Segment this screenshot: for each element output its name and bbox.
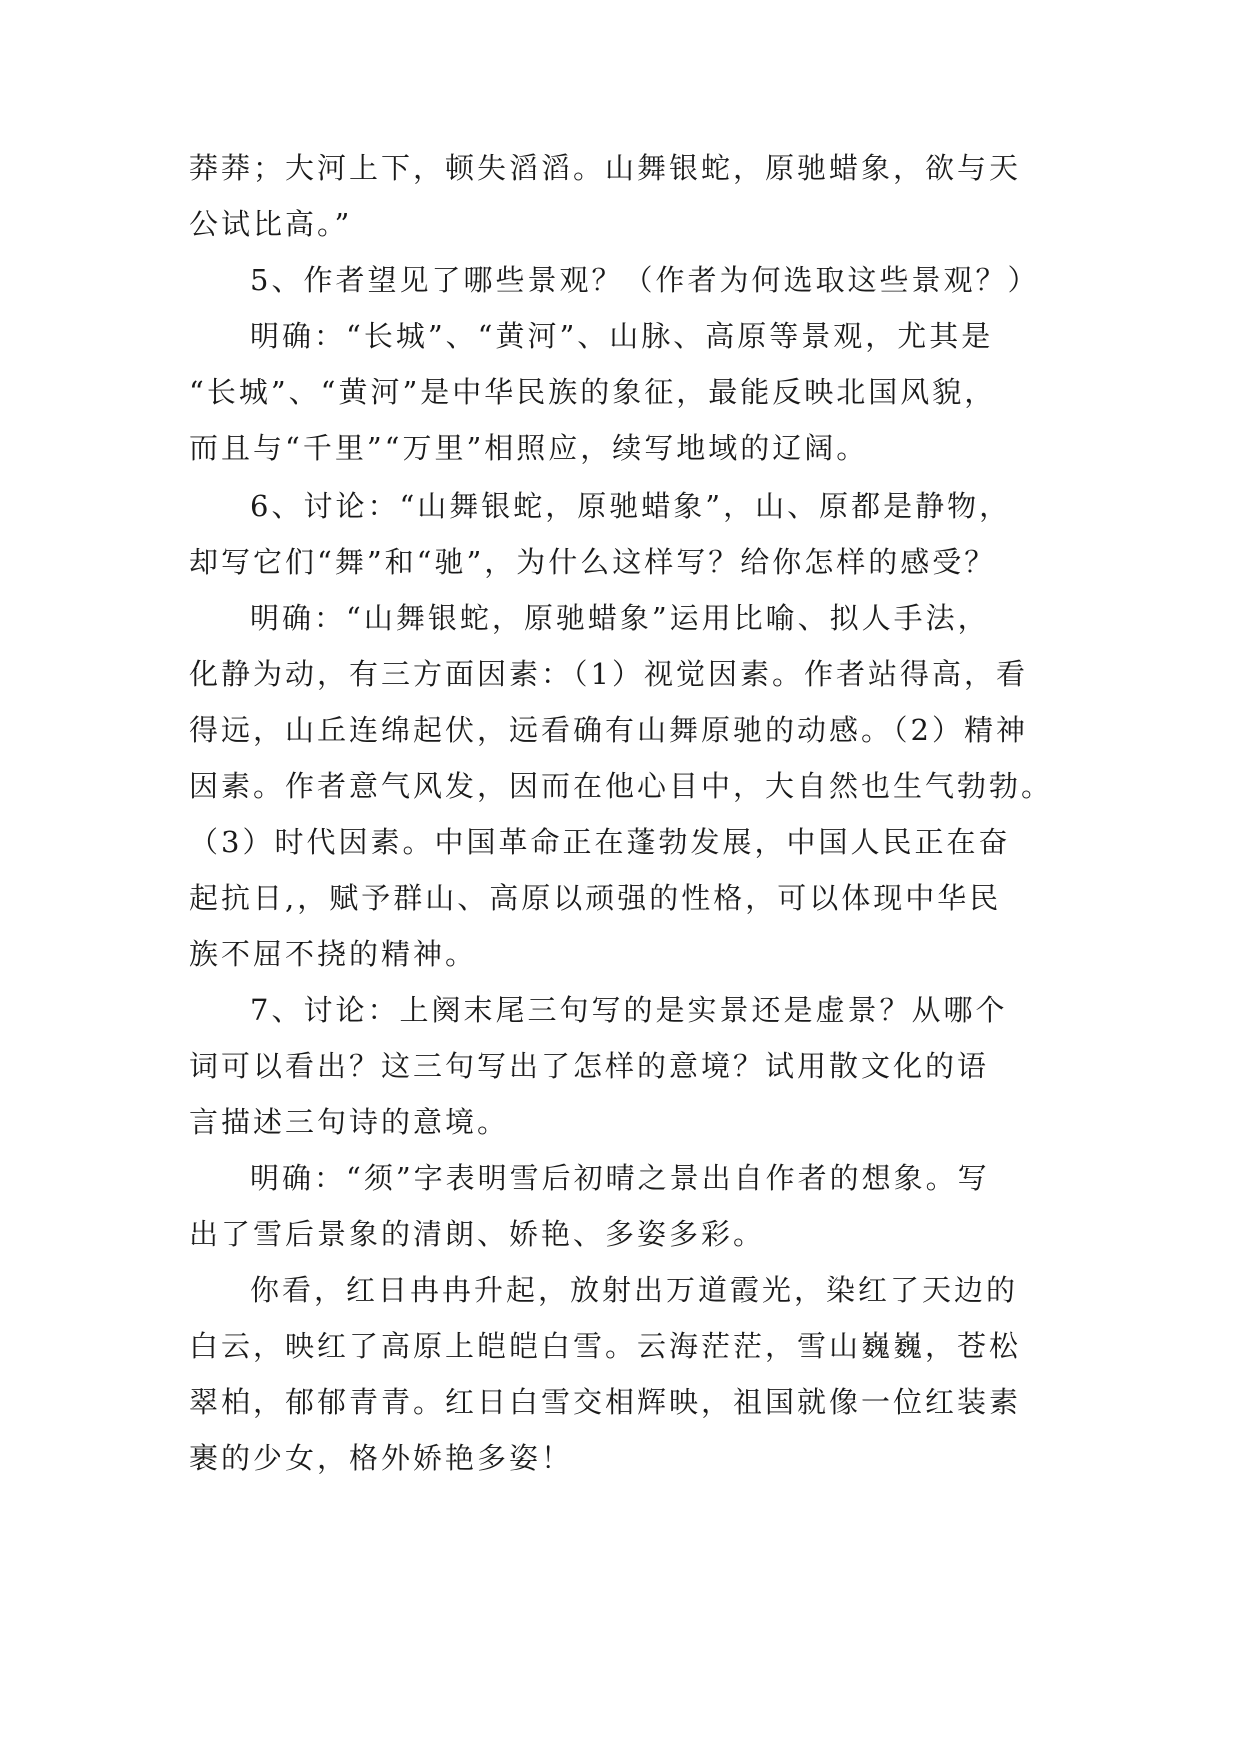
question-7: 7、讨论：上阕末尾三句写的是实景还是虚景？从哪个: [250, 993, 1008, 1027]
text-line: 言描述三句诗的意境。: [189, 1105, 510, 1139]
text-line: 莽莽；大河上下，顿失滔滔。山舞银蛇，原驰蜡象，欲与天: [189, 151, 1022, 185]
text-line: 起抗日,，赋予群山、高原以顽强的性格，可以体现中华民: [189, 881, 1002, 915]
text-line: 白云，映红了高原上皑皑白雪。云海茫茫，雪山巍巍，苍松: [189, 1329, 1022, 1363]
answer-5-line: 明确：“长城”、“黄河”、山脉、高原等景观，尤其是: [250, 319, 994, 353]
text-line: 公试比高。”: [189, 207, 353, 241]
text-line: 词可以看出？这三句写出了怎样的意境？试用散文化的语: [189, 1049, 990, 1083]
text-line: 翠柏，郁郁青青。红日白雪交相辉映，祖国就像一位红装素: [189, 1385, 1022, 1419]
description-line: 你看，红日冉冉升起，放射出万道霞光，染红了天边的: [250, 1273, 1019, 1307]
text-line: 裹的少女，格外娇艳多姿！: [189, 1441, 574, 1475]
text-line: 却写它们“舞”和“驰”，为什么这样写？给你怎样的感受？: [189, 545, 997, 579]
text-line: 出了雪后景象的清朗、娇艳、多姿多彩。: [189, 1217, 766, 1251]
text-line: 得远，山丘连绵起伏，远看确有山舞原驰的动感。（2）精神: [189, 713, 1028, 747]
text-line: （3）时代因素。中国革命正在蓬勃发展，中国人民正在奋: [189, 825, 1011, 859]
question-5: 5、作者望见了哪些景观？（作者为何选取这些景观？）: [250, 263, 1040, 297]
text-line: 化静为动，有三方面因素：（1）视觉因素。作者站得高，看: [189, 657, 1028, 691]
text-line: 族不屈不挠的精神。: [189, 937, 478, 971]
text-line: 而且与“千里”“万里”相照应，续写地域的辽阔。: [189, 431, 869, 465]
text-line: “长城”、“黄河”是中华民族的象征，最能反映北国风貌，: [189, 375, 997, 409]
answer-6-line: 明确：“山舞银蛇，原驰蜡象”运用比喻、拟人手法，: [250, 601, 990, 635]
text-line: 因素。作者意气风发，因而在他心目中，大自然也生气勃勃。: [189, 769, 1054, 803]
answer-7-line: 明确：“须”字表明雪后初晴之景出自作者的想象。写: [250, 1161, 990, 1195]
question-6: 6、讨论：“山舞银蛇，原驰蜡象”，山、原都是静物，: [250, 489, 1012, 523]
